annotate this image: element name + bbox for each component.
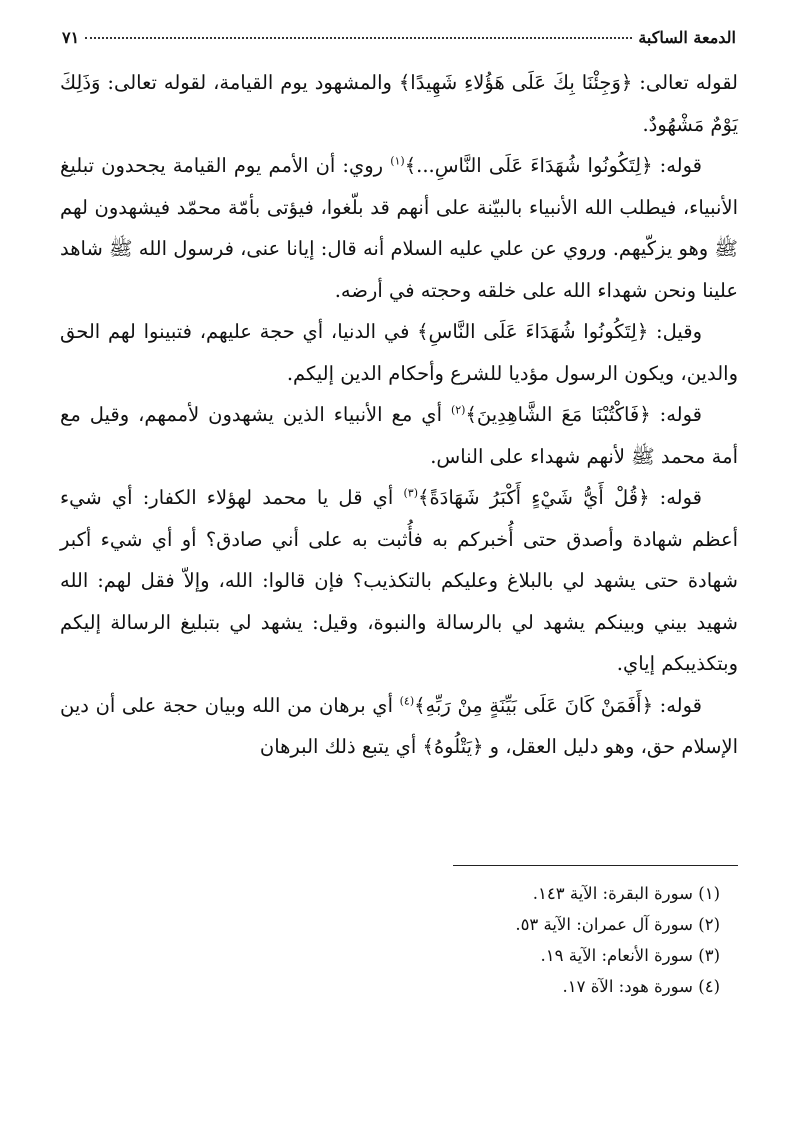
footnote-separator (453, 865, 738, 866)
footnote-ref: (٤) (399, 694, 415, 707)
footnote-ref: (٢) (450, 403, 466, 417)
paragraph-text: أي قل يا محمد لهؤلاء الكفار: أي شيء أعظم شهادة وأصدق حتى أُخبركم به فأُثبت به على أني صادق؟ أو أي شيء أكبر شهادة حتى يشهد لي بالبلاغ وعليكم بالتكذيب؟ فإن قالوا: الله، وإلاّ فقل لهم: الله شهيد بيني وبينكم يشهد لي بالرسالة والنبوة، وقيل: يشهد لي بتبليغ الرسالة إليكم وبتكذيبكم إياي. (60, 486, 738, 675)
footnotes (60, 878, 734, 1002)
header-dotted-leader (85, 37, 632, 39)
quran-quote: قوله: ﴿فَاكْتُبْنَا مَعَ الشَّاهِدِينَ﴾ (465, 403, 702, 426)
paragraph-text: أي مع الأنبياء الذين يشهدون لأممهم، وقيل مع أمة محمد ﷺ لأنهم شهداء على الناس. (60, 403, 738, 468)
footnote-ref: (٣) (403, 486, 419, 500)
paragraph-5 (60, 477, 738, 685)
paragraph-1: لقوله تعالى: ﴿وَجِئْنَا بِكَ عَلَى هَؤُلاءِ شَهِيدًا﴾ والمشهود يوم القيامة، لقوله تعالى: وَذَلِكَ يَوْمٌ مَشْهُودٌ. (60, 71, 738, 136)
footnote-3: (٣) سورة الأنعام: الآية ١٩. (540, 946, 720, 965)
main-text (60, 62, 738, 768)
page-number: ٧١ (62, 28, 80, 47)
quran-quote: قوله: ﴿قُلْ أَيُّ شَيْءٍ أَكْبَرُ شَهَادَةً﴾ (418, 486, 702, 509)
paragraph-3: وقيل: ﴿لِتَكُونُوا شُهَدَاءَ عَلَى النَّاسِ﴾ في الدنيا، أي حجة عليهم، فتبينوا لهم الحق والدين، ويكون الرسول مؤديا للشرع وأحكام الدين إليكم. (60, 320, 738, 385)
footnote-2: (٢) سورة آل عمران: الآية ٥٣. (515, 915, 720, 934)
paragraph-2 (60, 145, 738, 311)
paragraph-text: روي: أن الأمم يوم القيامة يجحدون تبليغ الأنبياء، فيطلب الله الأنبياء بالبيّنة على أنهم قد بلّغوا، فيؤتى بأمّة محمّد فيشهدون لهم ﷺ وهو يزكّيهم. وروي عن علي عليه السلام أنه قال: إيانا عنى، فرسول الله ﷺ شاهد علينا ونحن شهداء الله على خلقه وحجته في أرضه. (60, 154, 738, 302)
footnote-4: (٤) سورة هود: الآة ١٧. (562, 977, 720, 996)
paragraph-4 (60, 394, 738, 477)
paragraph-6 (60, 685, 738, 768)
header-title: الدمعة الساكبة (638, 28, 736, 47)
running-header (62, 28, 736, 47)
footnote-ref: (١) (390, 154, 405, 168)
footnote-1: (١) سورة البقرة: الآية ١٤٣. (532, 884, 720, 903)
quran-quote: قوله: ﴿لِتَكُونُوا شُهَدَاءَ عَلَى النَّاسِ...﴾ (404, 154, 702, 177)
paragraph-text: أي برهان من الله وبيان حجة على أن دين الإسلام حق، وهو دليل العقل، و ﴿يَتْلُوهُ﴾ أي يتبع ذلك البرهان (60, 693, 738, 758)
quran-quote: قوله: ﴿أَفَمَنْ كَانَ عَلَى بَيِّنَةٍ مِنْ رَبِّهِ﴾ (414, 693, 702, 717)
